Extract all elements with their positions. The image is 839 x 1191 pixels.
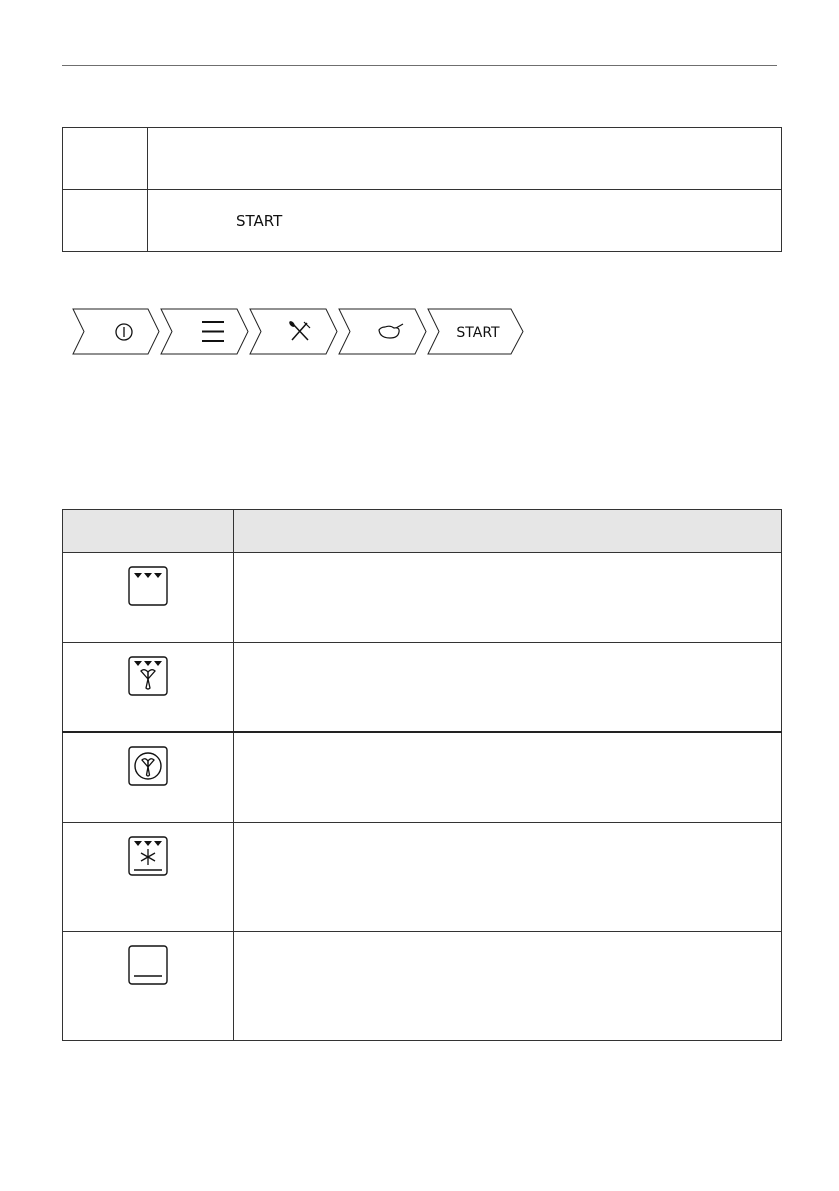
- step-number: [63, 128, 148, 190]
- step-number: [63, 190, 148, 252]
- function-description: [234, 823, 782, 932]
- function-description: [234, 553, 782, 643]
- step-text: [148, 128, 782, 190]
- function-description: [234, 732, 782, 823]
- function-description: [234, 932, 782, 1041]
- top-heat-icon: [127, 565, 169, 607]
- step-row: [63, 128, 782, 190]
- flow-step-menu: [161, 309, 248, 354]
- header-rule: [62, 65, 777, 66]
- column-header-function: [234, 510, 782, 553]
- operation-flow: [72, 308, 532, 356]
- start-label: START: [456, 325, 500, 341]
- top-heat-fan-icon: [127, 655, 169, 697]
- table-row: [63, 553, 782, 643]
- table-row: [63, 932, 782, 1041]
- table-row: [63, 643, 782, 733]
- table-row: [63, 732, 782, 823]
- steps-table: [62, 127, 782, 252]
- bottom-heat-icon: [127, 944, 169, 986]
- function-description: [234, 643, 782, 733]
- fan-icon: [127, 745, 169, 787]
- flow-step-food: [339, 309, 426, 354]
- table-row: [63, 823, 782, 932]
- column-header-symbol: [63, 510, 234, 553]
- step-text: START: [148, 190, 782, 252]
- table-header-row: [63, 510, 782, 553]
- defrost-icon: [127, 835, 169, 877]
- flow-step-power: [73, 309, 159, 354]
- flow-step-cutlery: [250, 309, 337, 354]
- step-row: [63, 190, 782, 252]
- flow-step-start: [428, 309, 523, 354]
- functions-table: [62, 509, 782, 1041]
